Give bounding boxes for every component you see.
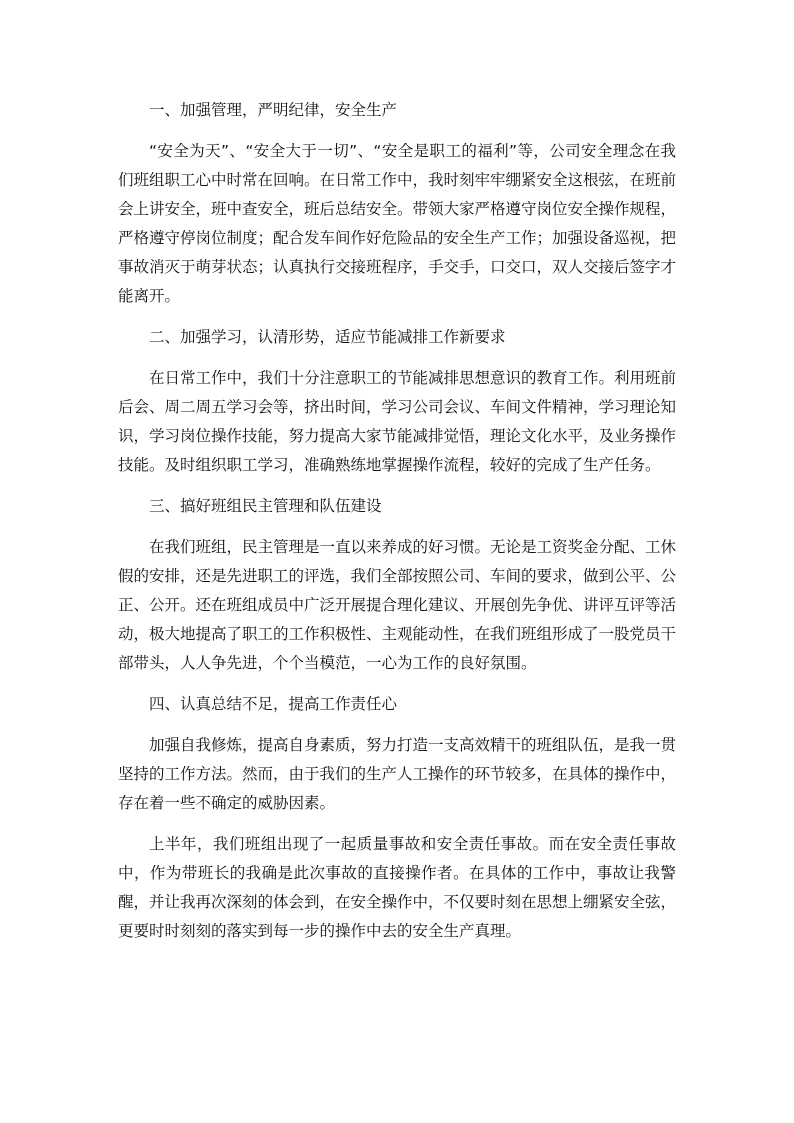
section-3-paragraph-1: 在我们班组，民主管理是一直以来养成的好习惯。无论是工资奖金分配、工休假的安排，还是先进职工的评选，我们全部按照公司、车间的要求，做到公平、公正、公开。还在班组成员中广泛开展提合理化建议、开展创先争优、讲评互评等活动，极大地提高了职工的工作积极性、主观能动性，在我们班组形成了一股党员干部带头，人人争先进，个个当模范，一心为工作的良好氛围。 xyxy=(118,538,677,672)
section-1-paragraph-1: “安全为天”、“安全大于一切”、“安全是职工的福利”等，公司安全理念在我们班组职工心中时常在回响。在日常工作中，我时刻牢牢绷紧安全这根弦，在班前会上讲安全，班中查安全，班后总结安全。带领大家严格遵守岗位安全操作规程，严格遵守停岗位制度；配合发车间作好危险品的安全生产工作；加强设备巡视，把事故消灭于萌芽状态；认真执行交接班程序，手交手，口交口，双人交接后签字才能离开。 xyxy=(118,142,677,305)
section-3-heading: 三、搞好班组民主管理和队伍建设 xyxy=(149,497,382,515)
section-1-heading: 一、加强管理，严明纪律，安全生产 xyxy=(149,101,398,119)
section-4-paragraph-2: 上半年，我们班组出现了一起质量事故和安全责任事故。而在安全责任事故中，作为带班长的我确是此次事故的直接操作者。在具体的工作中，事故让我警醒，并让我再次深刻的体会到，在安全操作中，不仅要时刻在思想上绷紧安全弦，更要时时刻刻的落实到每一步的操作中去的安全生产真理。 xyxy=(118,835,677,940)
section-2-heading: 二、加强学习，认清形势，适应节能减排工作新要求 xyxy=(149,328,506,346)
section-4-heading: 四、认真总结不足，提高工作责任心 xyxy=(149,695,398,713)
section-4-paragraph-1: 加强自我修炼，提高自身素质，努力打造一支高效精干的班组队伍，是我一贯坚持的工作方法。然而，由于我们的生产人工操作的环节较多，在具体的操作中，存在着一些不确定的威胁因素。 xyxy=(118,736,677,812)
section-2-paragraph-1: 在日常工作中，我们十分注意职工的节能减排思想意识的教育工作。利用班前后会、周二周五学习会等，挤出时间，学习公司会议、车间文件精神，学习理论知识，学习岗位操作技能，努力提高大家节能减排觉悟，理论文化水平，及业务操作技能。及时组织职工学习，准确熟练地掌握操作流程，较好的完成了生产任务。 xyxy=(118,369,677,474)
